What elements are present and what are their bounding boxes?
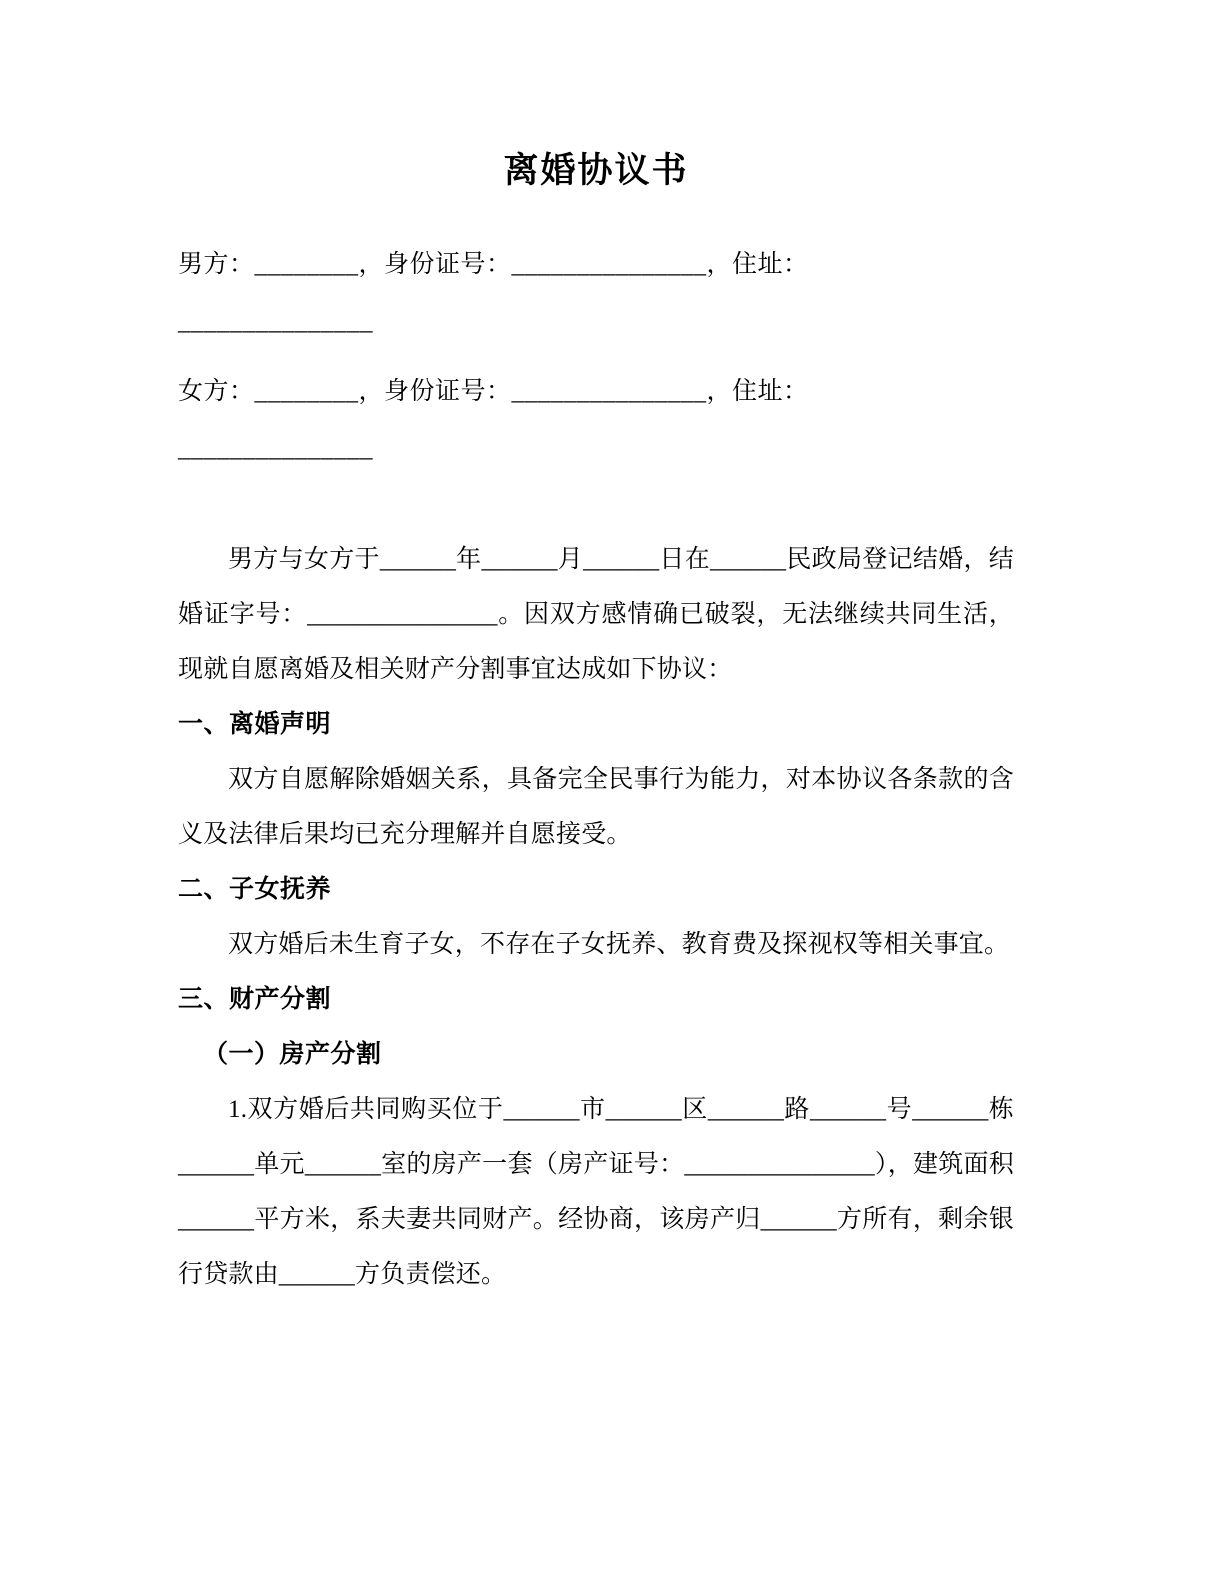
section-heading-property-division: 三、财产分割 [178,985,332,1013]
section-heading-divorce-declaration: 一、离婚声明 [178,710,332,738]
husband-address-continuation: _______________ [178,308,373,335]
husband-party-line: 男方：________，身份证号：_______________，住址： [178,251,809,278]
wife-party-line: 女方：________，身份证号：_______________，住址： [178,378,809,405]
section-body-divorce-declaration: 双方自愿解除婚姻关系，具备完全民事行为能力，对本协议各条款的含义及法律后果均已充分理解并自愿接受。 [178,766,1014,848]
preamble-paragraph: 男方与女方于______年______月______日在______民政局登记结婚，结婚证字号：_______________。因双方感情确已破裂，无法继续共同生活，现就自愿离婚及相关财产分割事宜达成如下协议： [178,546,1014,683]
subsection-item-real-estate-1: 1.双方婚后共同购买位于______市______区______路______号______栋______单元______室的房产一套（房产证号：_______________），建筑面积______平方米，系夫妻共同财产。经协商，该房产归______方所有，剩余银行贷款由______方负责偿还。 [178,1096,1014,1288]
section-heading-child-custody: 二、子女抚养 [178,875,332,903]
subsection-heading-real-estate-division: （一）房产分割 [203,1040,382,1068]
preamble-spacer [178,477,1014,532]
party-spacer [178,350,1014,363]
wife-address-continuation: _______________ [178,435,373,462]
parties-block [178,236,1014,477]
section-body-child-custody: 双方婚后未生育子女，不存在子女抚养、教育费及探视权等相关事宜。 [228,931,1010,958]
document-body [178,0,1014,1302]
page-title: 离婚协议书 [503,151,689,190]
